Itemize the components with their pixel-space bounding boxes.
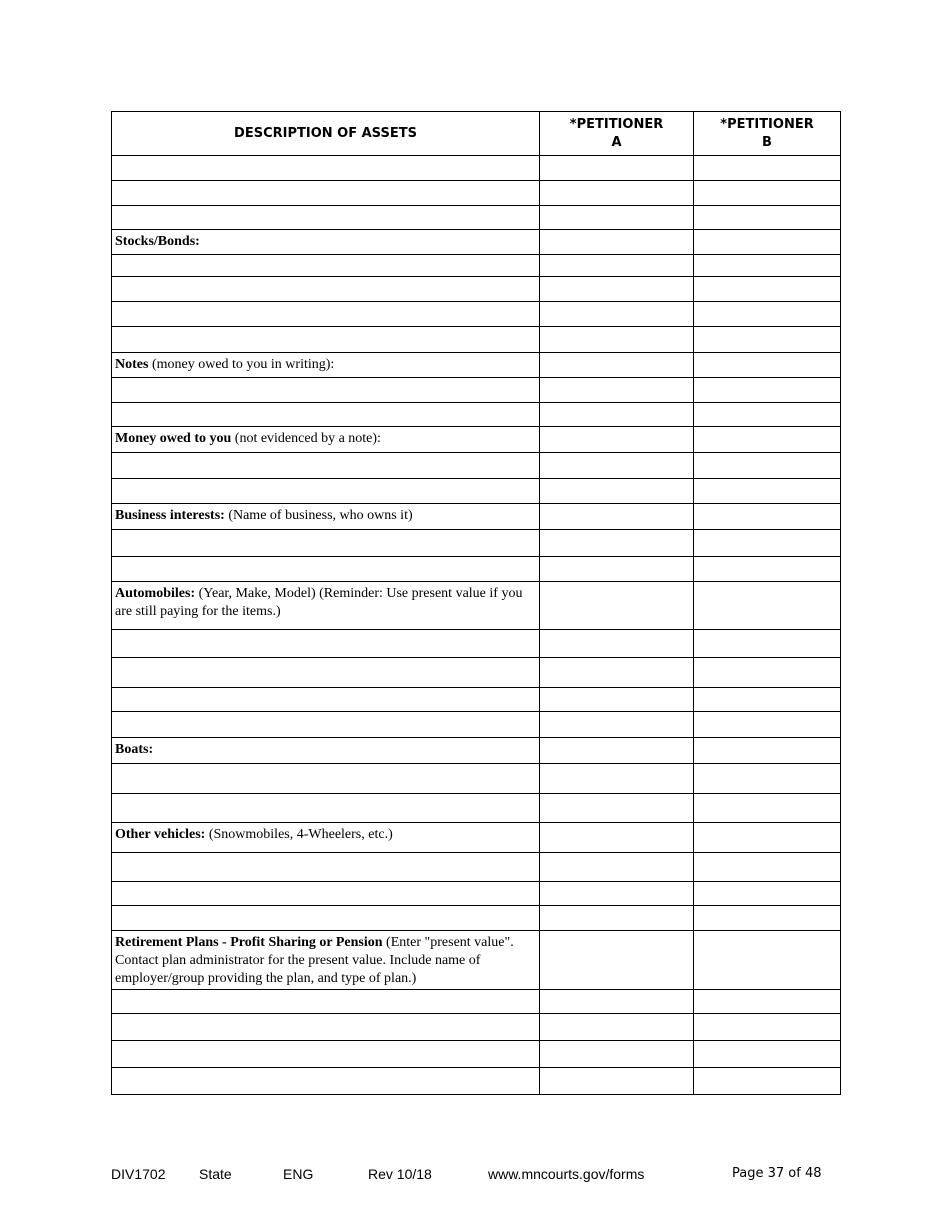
table-row bbox=[112, 794, 841, 823]
description-cell[interactable] bbox=[112, 990, 540, 1014]
petitioner-b-cell[interactable] bbox=[694, 453, 841, 479]
petitioner-b-cell[interactable] bbox=[694, 403, 841, 427]
header-description: DESCRIPTION OF ASSETS bbox=[112, 112, 540, 156]
description-cell[interactable] bbox=[112, 327, 540, 353]
description-cell[interactable] bbox=[112, 255, 540, 277]
table-row bbox=[112, 327, 841, 353]
footer-page-number: Page 37 of 48 bbox=[732, 1166, 822, 1181]
description-cell[interactable] bbox=[112, 403, 540, 427]
petitioner-b-cell[interactable] bbox=[694, 1068, 841, 1095]
petitioner-a-cell[interactable] bbox=[540, 582, 694, 630]
petitioner-b-cell[interactable] bbox=[694, 206, 841, 230]
footer-language: ENG bbox=[283, 1166, 314, 1182]
table-row bbox=[112, 853, 841, 882]
assets-table bbox=[111, 111, 841, 1095]
section-stocks-row bbox=[112, 230, 841, 255]
petitioner-b-cell[interactable] bbox=[694, 712, 841, 738]
description-cell[interactable] bbox=[112, 688, 540, 712]
description-cell[interactable] bbox=[112, 156, 540, 181]
section-retirement-row bbox=[112, 931, 841, 990]
petitioner-a-cell[interactable] bbox=[540, 504, 694, 530]
table-row bbox=[112, 302, 841, 327]
petitioner-b-cell[interactable] bbox=[694, 823, 841, 853]
petitioner-b-cell[interactable] bbox=[694, 255, 841, 277]
petitioner-b-cell[interactable] bbox=[694, 230, 841, 255]
table-row bbox=[112, 403, 841, 427]
description-cell[interactable] bbox=[112, 557, 540, 582]
petitioner-b-cell[interactable] bbox=[694, 479, 841, 504]
table-row bbox=[112, 764, 841, 794]
petitioner-a-cell[interactable] bbox=[540, 230, 694, 255]
table-row bbox=[112, 658, 841, 688]
petitioner-b-cell[interactable] bbox=[694, 557, 841, 582]
petitioner-a-cell[interactable] bbox=[540, 630, 694, 658]
section-boats-row bbox=[112, 738, 841, 764]
footer-url: www.mncourts.gov/forms bbox=[488, 1166, 645, 1182]
section-stocks-label: Stocks/Bonds: bbox=[112, 230, 540, 255]
petitioner-b-cell[interactable] bbox=[694, 427, 841, 453]
petitioner-b-cell[interactable] bbox=[694, 1014, 841, 1041]
section-notes-row bbox=[112, 353, 841, 378]
table-row bbox=[112, 688, 841, 712]
description-cell[interactable] bbox=[112, 882, 540, 906]
header-petitioner-a: *PETITIONER A bbox=[540, 112, 694, 156]
section-money-owed-label: Money owed to you (not evidenced by a note): bbox=[112, 427, 540, 453]
petitioner-a-cell[interactable] bbox=[540, 1014, 694, 1041]
petitioner-b-cell[interactable] bbox=[694, 504, 841, 530]
petitioner-b-cell[interactable] bbox=[694, 353, 841, 378]
petitioner-a-cell[interactable] bbox=[540, 658, 694, 688]
petitioner-a-cell[interactable] bbox=[540, 823, 694, 853]
table-row bbox=[112, 530, 841, 557]
table-row bbox=[112, 479, 841, 504]
section-notes-label: Notes (money owed to you in writing): bbox=[112, 353, 540, 378]
table-row bbox=[112, 453, 841, 479]
table-row bbox=[112, 906, 841, 931]
section-retirement-label: Retirement Plans - Profit Sharing or Pension (Enter "present value". Contact plan administrator for the present value. Include name of employer/group providing the plan, and type of plan.) bbox=[112, 931, 540, 990]
petitioner-a-cell[interactable] bbox=[540, 530, 694, 557]
petitioner-b-cell[interactable] bbox=[694, 990, 841, 1014]
petitioner-b-cell[interactable] bbox=[694, 302, 841, 327]
section-automobiles-label: Automobiles: (Year, Make, Model) (Reminder: Use present value if you are still paying for the items.) bbox=[112, 582, 540, 630]
petitioner-a-cell[interactable] bbox=[540, 557, 694, 582]
table-row bbox=[112, 277, 841, 302]
description-cell[interactable] bbox=[112, 630, 540, 658]
description-cell[interactable] bbox=[112, 1068, 540, 1095]
table-row bbox=[112, 156, 841, 181]
petitioner-a-cell[interactable] bbox=[540, 882, 694, 906]
description-cell[interactable] bbox=[112, 712, 540, 738]
petitioner-a-cell[interactable] bbox=[540, 302, 694, 327]
petitioner-a-cell[interactable] bbox=[540, 688, 694, 712]
petitioner-b-cell[interactable] bbox=[694, 1041, 841, 1068]
header-petitioner-b: *PETITIONER B bbox=[694, 112, 841, 156]
table-row bbox=[112, 557, 841, 582]
description-cell[interactable] bbox=[112, 794, 540, 823]
table-row bbox=[112, 1068, 841, 1095]
petitioner-b-cell[interactable] bbox=[694, 794, 841, 823]
description-cell[interactable] bbox=[112, 302, 540, 327]
petitioner-b-cell[interactable] bbox=[694, 630, 841, 658]
page-footer bbox=[0, 1166, 950, 1186]
section-boats-label: Boats: bbox=[112, 738, 540, 764]
petitioner-b-cell[interactable] bbox=[694, 764, 841, 794]
petitioner-a-cell[interactable] bbox=[540, 1041, 694, 1068]
table-row bbox=[112, 630, 841, 658]
table-row bbox=[112, 712, 841, 738]
petitioner-a-cell[interactable] bbox=[540, 255, 694, 277]
footer-form-id: DIV1702 bbox=[111, 1166, 166, 1182]
section-business-label: Business interests: (Name of business, who owns it) bbox=[112, 504, 540, 530]
petitioner-a-cell[interactable] bbox=[540, 990, 694, 1014]
petitioner-b-cell[interactable] bbox=[694, 378, 841, 403]
petitioner-a-cell[interactable] bbox=[540, 712, 694, 738]
petitioner-b-cell[interactable] bbox=[694, 156, 841, 181]
petitioner-a-cell[interactable] bbox=[540, 181, 694, 206]
table-row bbox=[112, 206, 841, 230]
petitioner-a-cell[interactable] bbox=[540, 931, 694, 990]
description-cell[interactable] bbox=[112, 277, 540, 302]
petitioner-a-cell[interactable] bbox=[540, 794, 694, 823]
petitioner-a-cell[interactable] bbox=[540, 453, 694, 479]
petitioner-b-cell[interactable] bbox=[694, 853, 841, 882]
petitioner-a-cell[interactable] bbox=[540, 403, 694, 427]
section-business-row bbox=[112, 504, 841, 530]
footer-jurisdiction: State bbox=[199, 1166, 232, 1182]
description-cell[interactable] bbox=[112, 378, 540, 403]
petitioner-b-cell[interactable] bbox=[694, 738, 841, 764]
petitioner-a-cell[interactable] bbox=[540, 427, 694, 453]
petitioner-a-cell[interactable] bbox=[540, 353, 694, 378]
description-cell[interactable] bbox=[112, 658, 540, 688]
description-cell[interactable] bbox=[112, 181, 540, 206]
petitioner-b-cell[interactable] bbox=[694, 658, 841, 688]
petitioner-a-cell[interactable] bbox=[540, 1068, 694, 1095]
petitioner-b-cell[interactable] bbox=[694, 688, 841, 712]
footer-revision: Rev 10/18 bbox=[368, 1166, 432, 1182]
description-cell[interactable] bbox=[112, 453, 540, 479]
description-cell[interactable] bbox=[112, 530, 540, 557]
petitioner-b-cell[interactable] bbox=[694, 327, 841, 353]
petitioner-a-cell[interactable] bbox=[540, 738, 694, 764]
petitioner-a-cell[interactable] bbox=[540, 206, 694, 230]
petitioner-a-cell[interactable] bbox=[540, 906, 694, 931]
description-cell[interactable] bbox=[112, 764, 540, 794]
petitioner-a-cell[interactable] bbox=[540, 853, 694, 882]
header-row bbox=[112, 112, 841, 156]
table-row bbox=[112, 255, 841, 277]
petitioner-b-cell[interactable] bbox=[694, 882, 841, 906]
petitioner-a-cell[interactable] bbox=[540, 764, 694, 794]
section-money-owed-row bbox=[112, 427, 841, 453]
section-other-vehicles-row bbox=[112, 823, 841, 853]
petitioner-a-cell[interactable] bbox=[540, 277, 694, 302]
description-cell[interactable] bbox=[112, 206, 540, 230]
table-row bbox=[112, 1014, 841, 1041]
section-other-vehicles-label: Other vehicles: (Snowmobiles, 4-Wheelers, etc.) bbox=[112, 823, 540, 853]
description-cell[interactable] bbox=[112, 853, 540, 882]
petitioner-b-cell[interactable] bbox=[694, 582, 841, 630]
description-cell[interactable] bbox=[112, 1041, 540, 1068]
petitioner-a-cell[interactable] bbox=[540, 156, 694, 181]
table-row bbox=[112, 378, 841, 403]
description-cell[interactable] bbox=[112, 479, 540, 504]
petitioner-b-cell[interactable] bbox=[694, 906, 841, 931]
petitioner-b-cell[interactable] bbox=[694, 277, 841, 302]
table-row bbox=[112, 1041, 841, 1068]
description-cell[interactable] bbox=[112, 906, 540, 931]
petitioner-b-cell[interactable] bbox=[694, 931, 841, 990]
table-row bbox=[112, 990, 841, 1014]
description-cell[interactable] bbox=[112, 1014, 540, 1041]
petitioner-b-cell[interactable] bbox=[694, 530, 841, 557]
table-row bbox=[112, 181, 841, 206]
petitioner-b-cell[interactable] bbox=[694, 181, 841, 206]
table-row bbox=[112, 882, 841, 906]
petitioner-a-cell[interactable] bbox=[540, 378, 694, 403]
petitioner-a-cell[interactable] bbox=[540, 327, 694, 353]
section-automobiles-row bbox=[112, 582, 841, 630]
petitioner-a-cell[interactable] bbox=[540, 479, 694, 504]
